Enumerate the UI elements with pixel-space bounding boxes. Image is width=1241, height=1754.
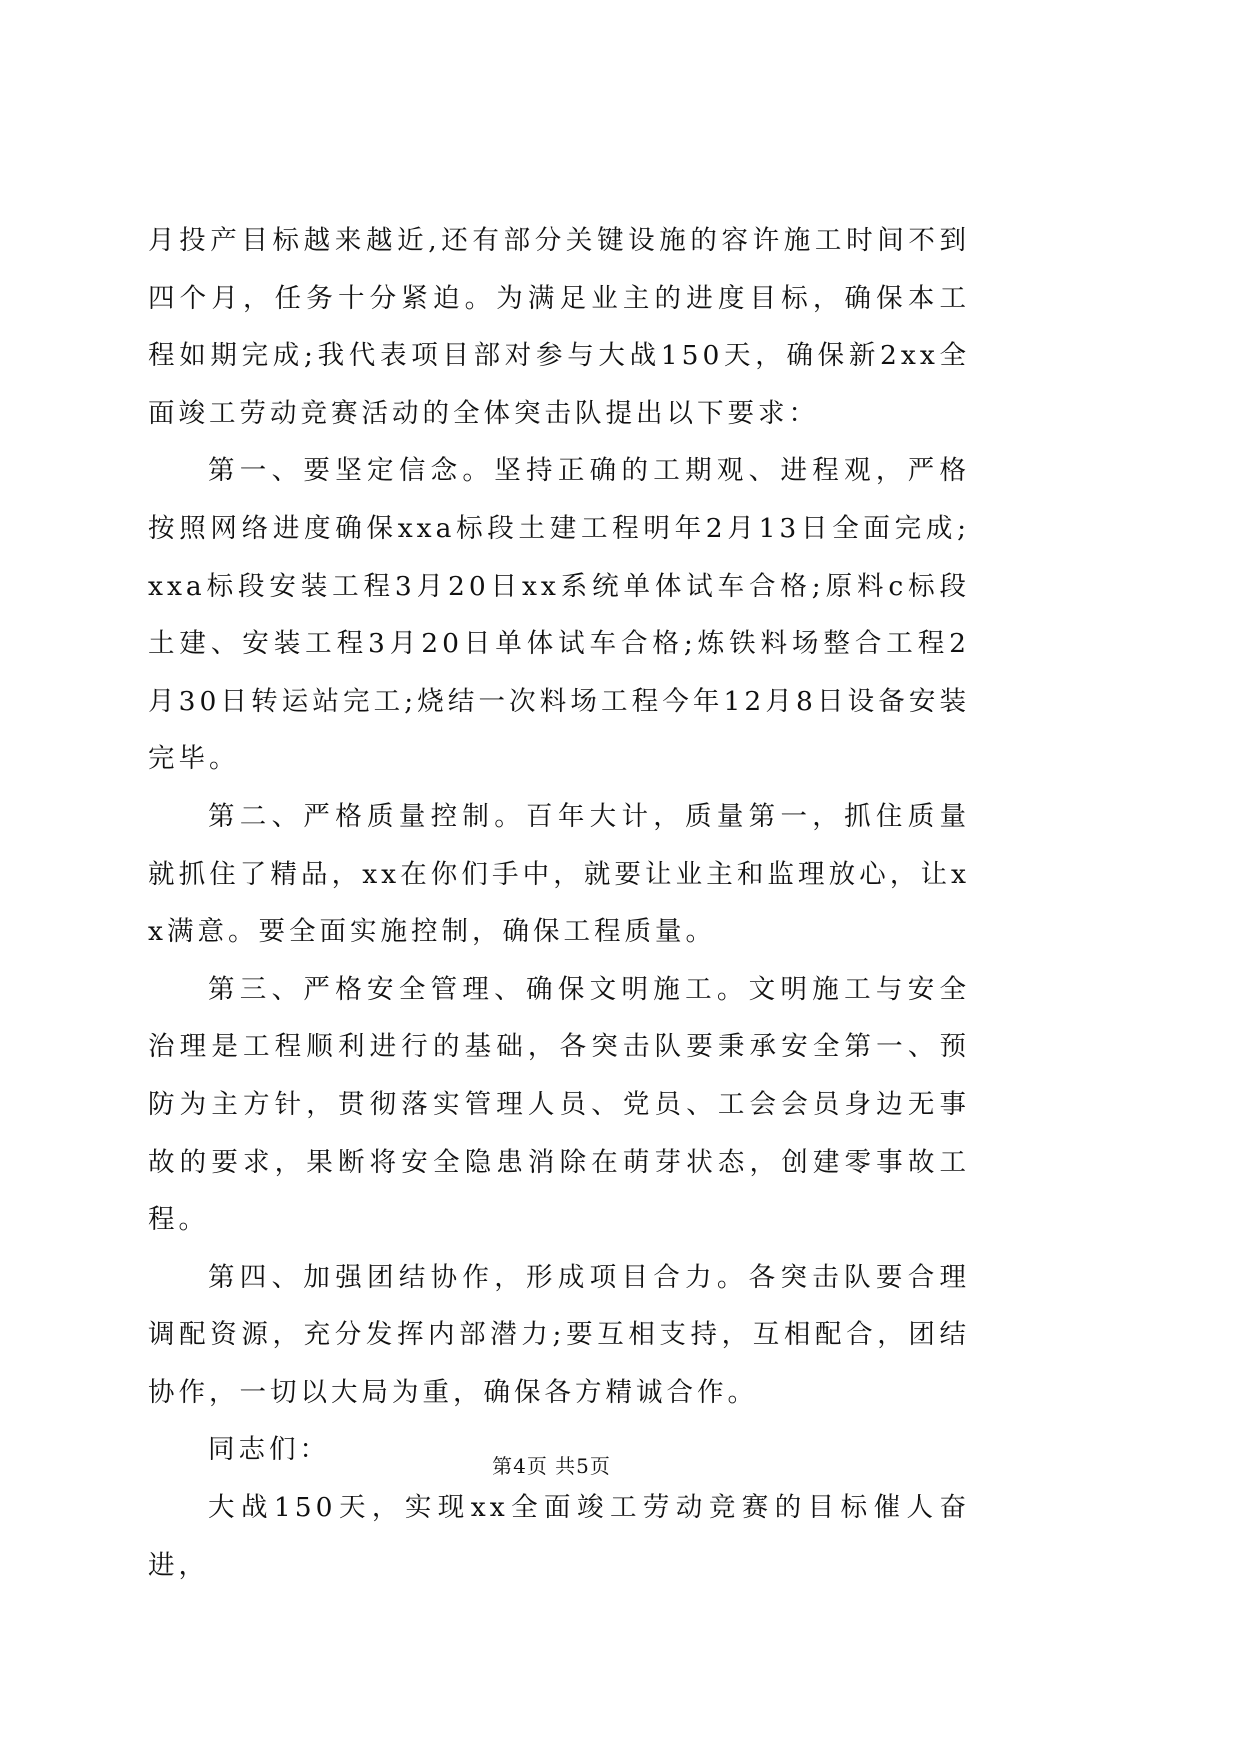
paragraph-point-three: 第三、严格安全管理、确保文明施工。文明施工与安全治理是工程顺利进行的基础，各突击队要秉承安全第一、预防为主方针，贯彻落实管理人员、党员、工会会员身边无事故的要求，果断将安全隐患消除在萌芽状态，创建零事故工程。 <box>148 973 970 1236</box>
paragraph-point-four: 第四、加强团结协作，形成项目合力。各突击队要合理调配资源，充分发挥内部潜力;要互相支持，互相配合，团结协作，一切以大局为重，确保各方精诚合作。 <box>148 1261 970 1408</box>
document-body <box>148 212 970 1594</box>
paragraph-point-two: 第二、严格质量控制。百年大计，质量第一，抓住质量就抓住了精品，xx在你们手中，就要让业主和监理放心，让xx满意。要全面实施控制，确保工程质量。 <box>148 800 970 948</box>
paragraph-continuation: 月投产目标越来越近,还有部分关键设施的容许施工时间不到四个月，任务十分紧迫。为满足业主的进度目标，确保本工程如期完成;我代表项目部对参与大战150天，确保新2xx全面竣工劳动竞赛活动的全体突击队提出以下要求： <box>148 225 970 429</box>
paragraph-closing: 大战150天，实现xx全面竣工劳动竞赛的目标催人奋进， <box>148 1492 970 1581</box>
paragraph-salutation: 同志们： <box>208 1434 330 1466</box>
page-number-footer: 第4页 共5页 <box>492 1454 611 1478</box>
paragraph-point-one: 第一、要坚定信念。坚持正确的工期观、进程观，严格按照网络进度确保xxa标段土建工程明年2月13日全面完成;xxa标段安装工程3月20日xx系统单体试车合格;原料c标段土建、安装工程3月20日单体试车合格;炼铁料场整合工程2月30日转运站完工;烧结一次料场工程今年12月8日设备安装完毕。 <box>148 455 970 775</box>
